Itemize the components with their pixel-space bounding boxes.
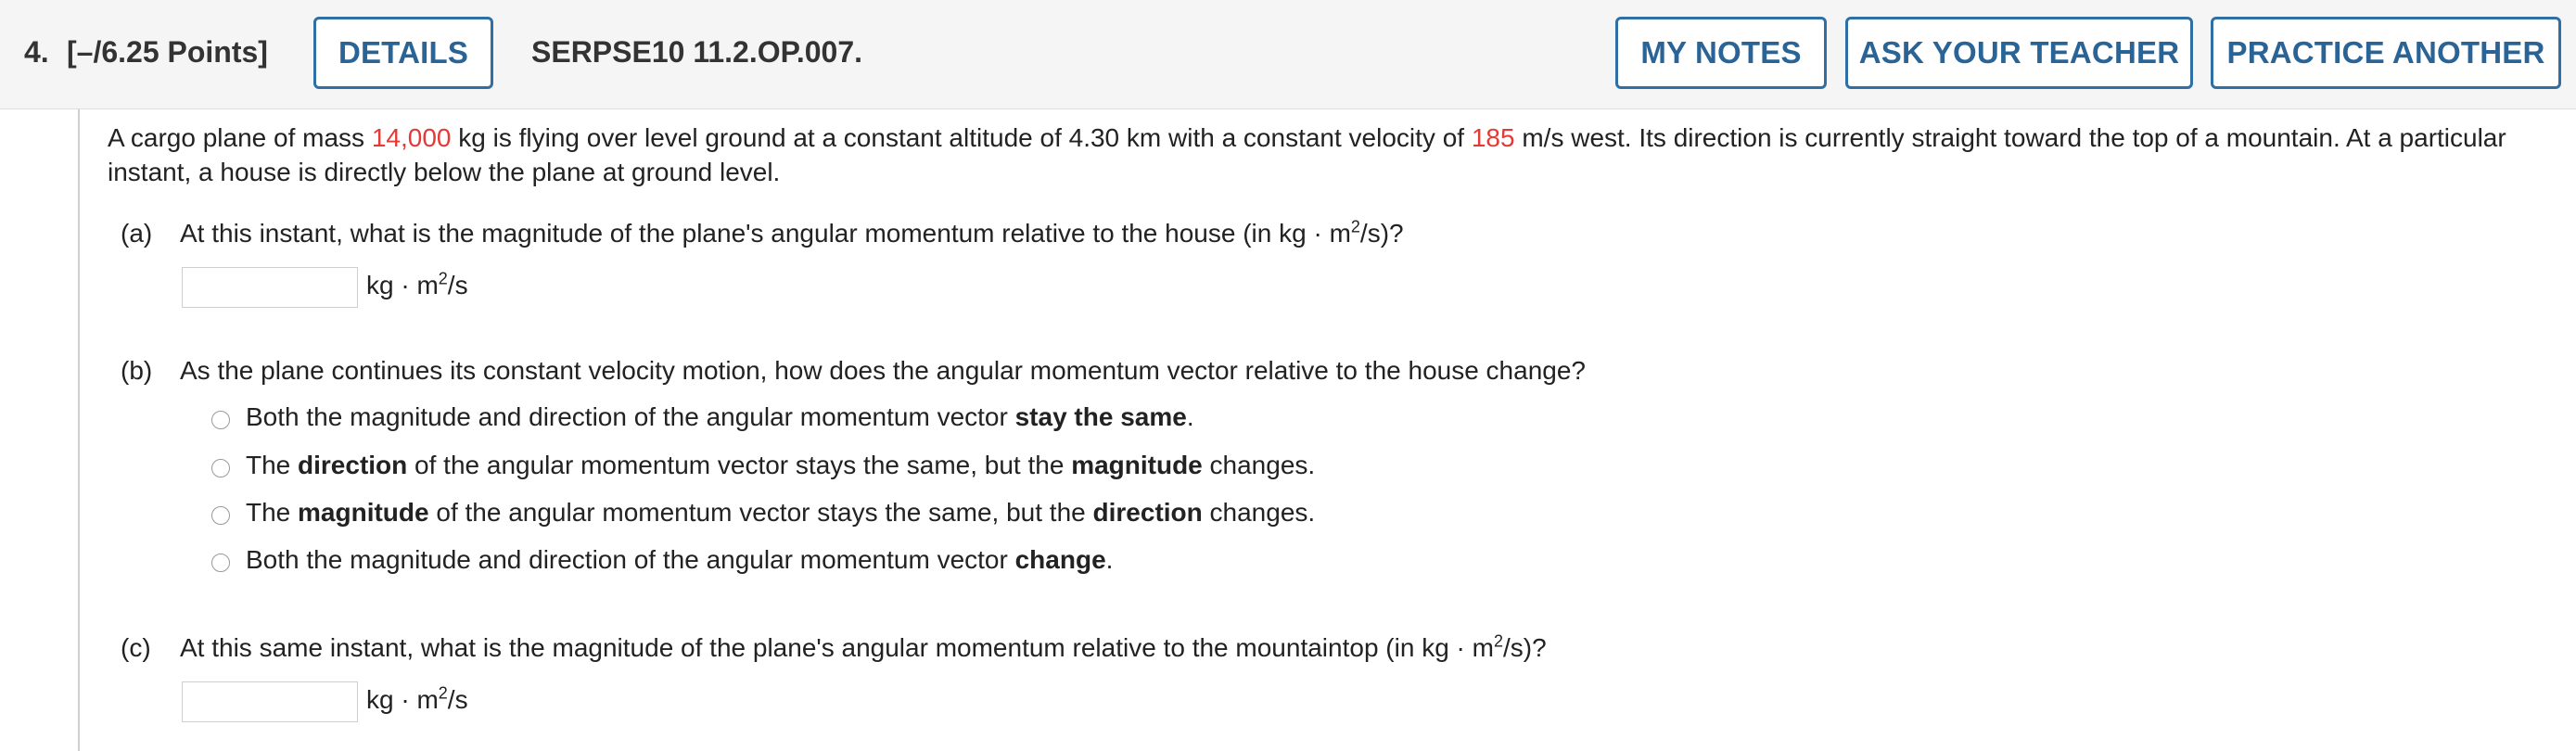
- option-2-end: changes.: [1202, 451, 1316, 479]
- part-a-answer-input[interactable]: [182, 267, 358, 308]
- option-1-label[interactable]: [246, 402, 1194, 432]
- part-a-units-end: /s: [447, 271, 468, 299]
- part-c-question-sup: 2: [1493, 631, 1503, 651]
- part-b-letter: (b): [121, 356, 153, 385]
- part-a-letter: (a): [121, 219, 153, 248]
- option-2-radio[interactable]: [211, 459, 230, 477]
- part-c-units-text: kg · m: [366, 685, 439, 714]
- option-3-label[interactable]: [246, 498, 1315, 528]
- option-2-text: The: [246, 451, 299, 479]
- part-a-question-sup: 2: [1350, 217, 1360, 236]
- option-3-bold-1: magnitude: [298, 498, 429, 527]
- question-reference: SERPSE10 11.2.OP.007.: [531, 35, 862, 69]
- part-a-units: [366, 271, 468, 300]
- option-2-bold-1: direction: [298, 451, 408, 479]
- option-2-bold-2: magnitude: [1071, 451, 1203, 479]
- option-4-label[interactable]: [246, 545, 1113, 575]
- option-4-text: Both the magnitude and direction of the angular momentum vector: [246, 545, 1015, 574]
- my-notes-button[interactable]: MY NOTES: [1615, 17, 1827, 89]
- option-3-end: changes.: [1202, 498, 1316, 527]
- part-a-units-text: kg · m: [366, 271, 439, 299]
- option-2-label[interactable]: [246, 451, 1315, 480]
- option-3-text: The: [246, 498, 299, 527]
- ask-your-teacher-button[interactable]: ASK YOUR TEACHER: [1845, 17, 2193, 89]
- part-c-units: [366, 685, 468, 715]
- option-3-radio[interactable]: [211, 506, 230, 525]
- part-a-units-sup: 2: [438, 269, 448, 288]
- part-a-question: [180, 219, 1404, 248]
- option-1-end: .: [1186, 402, 1194, 431]
- question-body: [78, 109, 2576, 751]
- option-1-radio[interactable]: [211, 411, 230, 429]
- part-c-letter: (c): [121, 633, 151, 662]
- part-a-question-end: /s)?: [1359, 219, 1404, 248]
- practice-another-button[interactable]: PRACTICE ANOTHER: [2211, 17, 2561, 89]
- problem-text-3: m/s west. Its direction is currently straight toward the top of a mountain. At a particular instant, a house is directly below the plane at ground level.: [108, 123, 2506, 186]
- problem-statement: [108, 121, 2565, 189]
- part-c-question-text: At this same instant, what is the magnitude of the plane's angular momentum relative to the mountaintop (in kg · m: [180, 633, 1494, 662]
- option-2-text-2: of the angular momentum vector stays the same, but the: [407, 451, 1072, 479]
- velocity-value: 185: [1471, 123, 1515, 152]
- part-a-question-text: At this instant, what is the magnitude of the plane's angular momentum relative to the house (in kg · m: [180, 219, 1351, 248]
- option-4-radio[interactable]: [211, 554, 230, 572]
- part-c-units-sup: 2: [438, 683, 448, 703]
- part-c-question-end: /s)?: [1502, 633, 1547, 662]
- part-c-question: [180, 633, 1547, 663]
- part-c-units-end: /s: [447, 685, 468, 714]
- points-label: [–/6.25 Points]: [67, 35, 268, 69]
- option-4-end: .: [1105, 545, 1114, 574]
- question-number: 4.: [24, 35, 49, 69]
- part-c-answer-input[interactable]: [182, 681, 358, 722]
- question-header: [0, 0, 2576, 109]
- part-b-question: As the plane continues its constant velocity motion, how does the angular momentum vector relative to the house change?: [180, 356, 1586, 385]
- problem-text-1: A cargo plane of mass: [108, 123, 372, 152]
- option-1-text: Both the magnitude and direction of the angular momentum vector: [246, 402, 1015, 431]
- option-3-text-2: of the angular momentum vector stays the same, but the: [428, 498, 1093, 527]
- mass-value: 14,000: [371, 123, 452, 152]
- option-3-bold-2: direction: [1092, 498, 1203, 527]
- problem-text-2: kg is flying over level ground at a constant altitude of 4.30 km with a constant velocity of: [451, 123, 1472, 152]
- option-4-bold: change: [1014, 545, 1106, 574]
- details-button[interactable]: DETAILS: [313, 17, 493, 89]
- option-1-bold: stay the same: [1014, 402, 1187, 431]
